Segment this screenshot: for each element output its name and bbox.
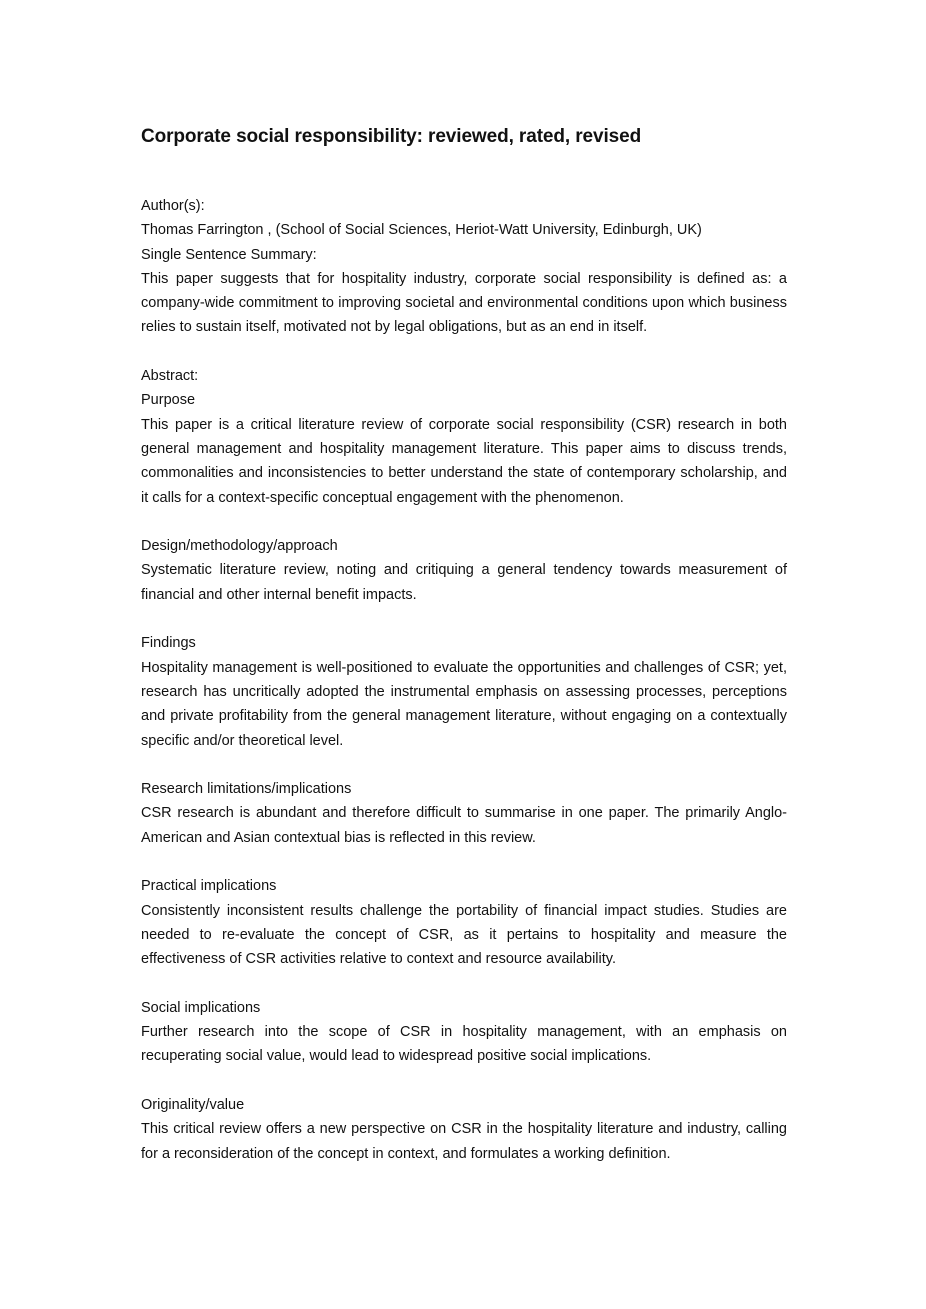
document-page [141,124,787,1166]
authors-text: Thomas Farrington , (School of Social Sciences, Heriot-Watt University, Edinburgh, UK) [141,222,702,239]
document-title: Corporate social responsibility: reviewed, rated, revised [141,126,642,147]
spacer [141,1069,787,1093]
summary-label: Single Sentence Summary: [141,246,317,263]
limitations-text: CSR research is abundant and therefore difficult to summarise in one paper. The primarily Anglo-American and Asian contextual bias is reflected in this review. [141,805,787,846]
spacer [141,340,787,364]
spacer [141,510,787,534]
practical-text: Consistently inconsistent results challenge the portability of financial impact studies. Studies are needed to re-evaluate the concept of CSR, as it pertains to hospitality and measure the effectiveness of CSR activities relative to context and resource availability. [141,902,787,968]
authors-label: Author(s): [141,198,205,214]
originality-text: This critical review offers a new perspective on CSR in the hospitality literature and industry, calling for a reconsideration of the concept in context, and formulates a working definition. [141,1121,787,1162]
originality-heading: Originality/value [141,1096,245,1113]
spacer [141,753,787,777]
purpose-text: This paper is a critical literature review of corporate social responsibility (CSR) research in both general management and hospitality management literature. This paper aims to discuss trends, commonalities and inconsistencies to better understand the state of contemporary scholarship, and it calls for a context-specific conceptual engagement with the phenomenon. [141,416,787,506]
findings-text: Hospitality management is well-positioned to evaluate the opportunities and challenges of CSR; yet, research has uncritically adopted the instrumental emphasis on assessing processes, perceptions and private profitability from the general management literature, without engaging on a contextually specific and/or theoretical level. [141,659,787,749]
social-heading: Social implications [141,999,261,1016]
social-text: Further research into the scope of CSR in hospitality management, with an emphasis on recuperating social value, would lead to widespread positive social implications. [141,1024,787,1065]
abstract-label: Abstract: [141,368,199,385]
findings-heading: Findings [141,635,196,652]
design-heading: Design/methodology/approach [141,538,338,555]
limitations-heading: Research limitations/implications [141,781,352,798]
spacer [141,850,787,874]
design-text: Systematic literature review, noting and critiquing a general tendency towards measurement of financial and other internal benefit impacts. [141,562,787,603]
practical-heading: Practical implications [141,878,277,895]
purpose-heading: Purpose [141,392,196,409]
spacer [141,607,787,631]
spacer [141,972,787,996]
summary-text: This paper suggests that for hospitality industry, corporate social responsibility is defined as: a company-wide commitment to improving societal and environmental conditions upon which business relies to sustain itself, motivated not by legal obligations, but as an end in itself. [141,270,787,336]
